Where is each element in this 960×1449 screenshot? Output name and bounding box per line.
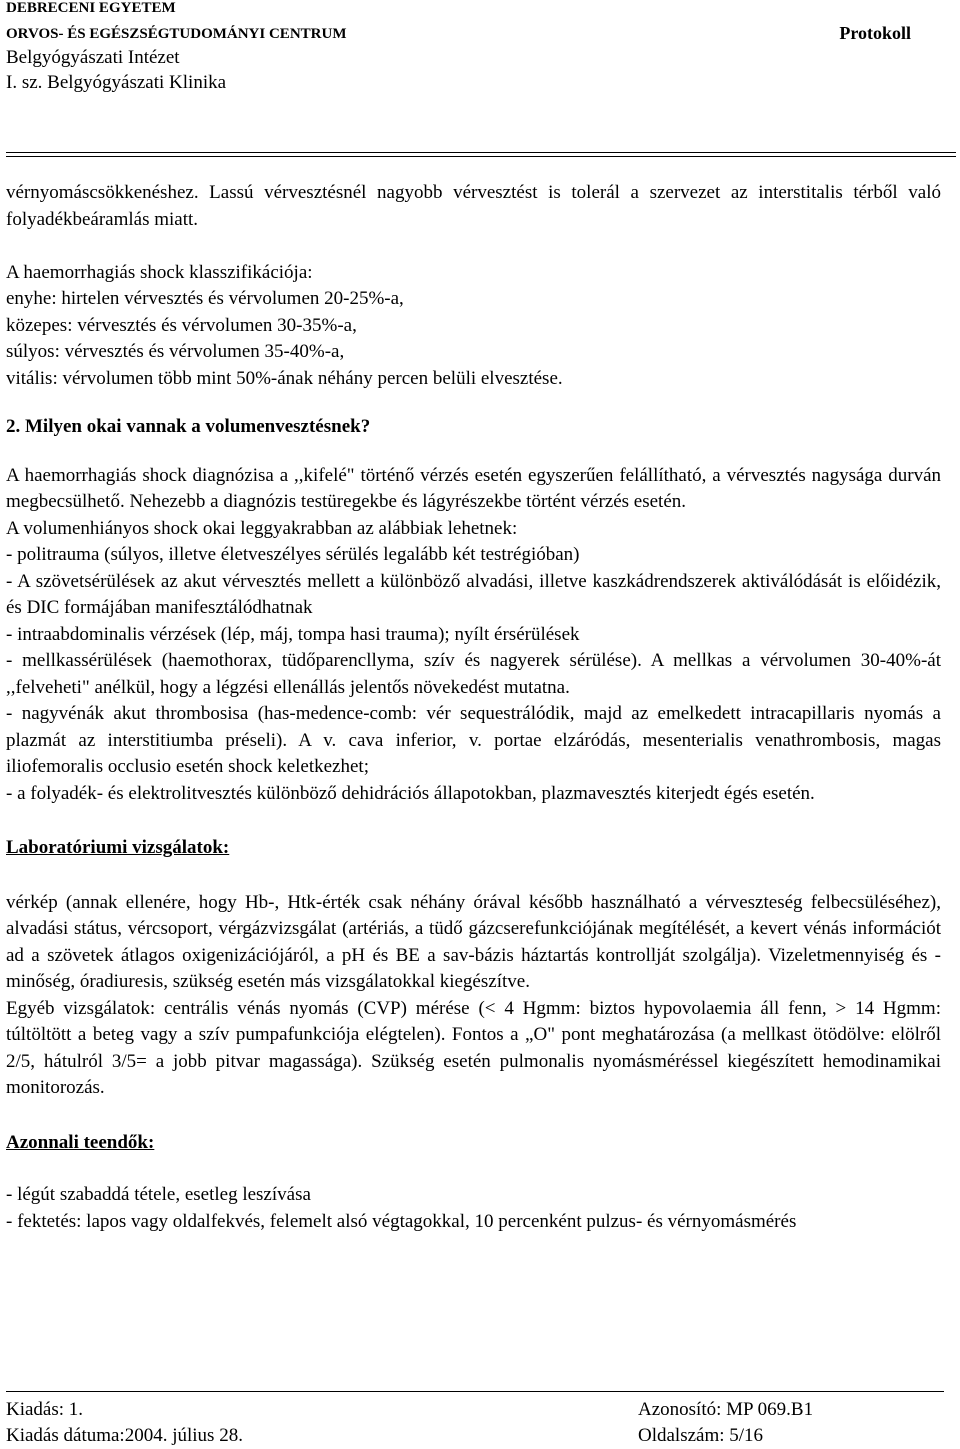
center-name: ORVOS- ÉS EGÉSZSÉGTUDOMÁNYI CENTRUM: [6, 26, 347, 42]
task-item: - légút szabaddá tétele, esetleg leszívása: [6, 1184, 311, 1205]
document-type: Protokoll: [839, 23, 911, 43]
edition: Kiadás: 1.: [6, 1399, 84, 1420]
footer-divider: [6, 1391, 944, 1392]
clinic-name: I. sz. Belgyógyászati Klinika: [6, 72, 227, 93]
diagnosis-paragraph: A haemorrhagiás shock diagnózisa a ,,kifelé" történő vérzés esetén egyszerűen felállítható, a vérvesztés nagysága durván megbecsülhető. Nehezebb a diagnózis testüregekbe és lágyrészekbe történt vérzés esetén.: [6, 464, 941, 512]
university-name: DEBRECENI EGYETEM: [6, 0, 176, 16]
header-divider-secondary: [6, 156, 956, 157]
page-number: Oldalszám: 5/16: [638, 1425, 764, 1446]
tasks-heading: Azonnali teendők:: [6, 1131, 155, 1153]
cause-item: - nagyvénák akut thrombosisa (has-medence-comb: vér sequestrálódik, majd az emelkedett intracapillaris nyomás a plazmát az interstitiumba préseli). A v. cava inferior, v. portae elzáródás, mesenterialis venathrombosis, magas iliofemoralis occlusio esetén shock keletkezhet;: [6, 703, 941, 777]
classification-item: súlyos: vérvesztés és vérvolumen 35-40%-a,: [6, 341, 345, 362]
causes-intro: A volumenhiányos shock okai leggyakrabban az alábbiak lehetnek:: [6, 517, 518, 539]
classification-item: közepes: vérvesztés és vérvolumen 30-35%-a,: [6, 314, 357, 336]
header-divider: [6, 152, 956, 153]
document-body: [6, 180, 941, 1235]
lab-heading: Laboratóriumi vizsgálatok:: [6, 837, 230, 858]
cause-item: - A szövetsérülések az akut vérvesztés mellett a különböző alvadási, illetve kaszkádrendszerek aktiválódását is előidézik, és DIC formájában manifesztálódhatnak: [6, 570, 941, 618]
classification-item: vitális: vérvolumen több mint 50%-ának néhány percen belüli elvesztése.: [6, 367, 563, 389]
institute-name: Belgyógyászati Intézet: [6, 47, 180, 68]
task-item: - fektetés: lapos vagy oldalfekvés, felemelt alsó végtagokkal, 10 percenként pulzus- és vérnyomásmérés: [6, 1210, 797, 1232]
cause-item: - a folyadék- és elektrolitvesztés különböző dehidrációs állapotokban, plazmavesztés kiterjedt égés esetén.: [6, 782, 815, 804]
cause-item: - politrauma (súlyos, illetve életveszélyes sérülés legalább két testrégióban): [6, 544, 580, 565]
cause-item: - intraabdominalis vérzések (lép, máj, tompa hasi trauma); nyílt érsérülések: [6, 623, 580, 645]
other-tests-paragraph: Egyéb vizsgálatok: centrális vénás nyomás (CVP) mérése (< 4 Hgmm: biztos hypovolaemia áll fenn, > 14 Hgmm: túltöltött a beteg vagy a szív pumpafunkciója elégtelen). Fontos a „O" pont meghatározása (a mellkast ötödölve: elölről 2/5, hátulról 3/5= a jobb pitvar magassága). Szükség esetén pulmonalis nyomásméréssel kiegészített hemodinamikai monitorozás.: [6, 997, 941, 1098]
lab-paragraph: vérkép (annak ellenére, hogy Hb-, Htk-érték csak néhány órával később használható a vérveszteség felbecsüléséhez), alvadási státus, vércsoport, vérgázvizsgálat (artériás, a tüdő gázcserefunkciójának megítélését, a kevert vénás információt ad a szövetek átlagos oxigenizációjáról, a pH és BE a sav-bázis háztartás kontrollját szolgálja). Vizeletmennyiség és -minőség, óradiuresis, szükség esetén más vizsgálatokkal kiegészítve.: [6, 891, 941, 992]
document-header: [6, 0, 956, 150]
section-heading: 2. Milyen okai vannak a volumenvesztésnek?: [6, 416, 371, 437]
classification-title: A haemorrhagiás shock klasszifikációja:: [6, 261, 313, 283]
document-identifier: Azonosító: MP 069.B1: [638, 1399, 814, 1420]
paragraph-continuation: vérnyomáscsökkenéshez. Lassú vérvesztésnél nagyobb vérvesztést is tolerál a szervezet az interstitalis térből való folyadékbeáramlás miatt.: [6, 182, 941, 230]
classification-item: enyhe: hirtelen vérvesztés és vérvolumen 20-25%-a,: [6, 288, 404, 309]
cause-item: - mellkassérülések (haemothorax, tüdőparencllyma, szív és nagyerek sérülése). A mellkas a vérvolumen 30-40%-át ,,felveheti" anélkül, hogy a légzési ellenállás jelentős növekedést mutatna.: [6, 650, 941, 698]
edition-date: Kiadás dátuma:2004. július 28.: [6, 1425, 243, 1446]
